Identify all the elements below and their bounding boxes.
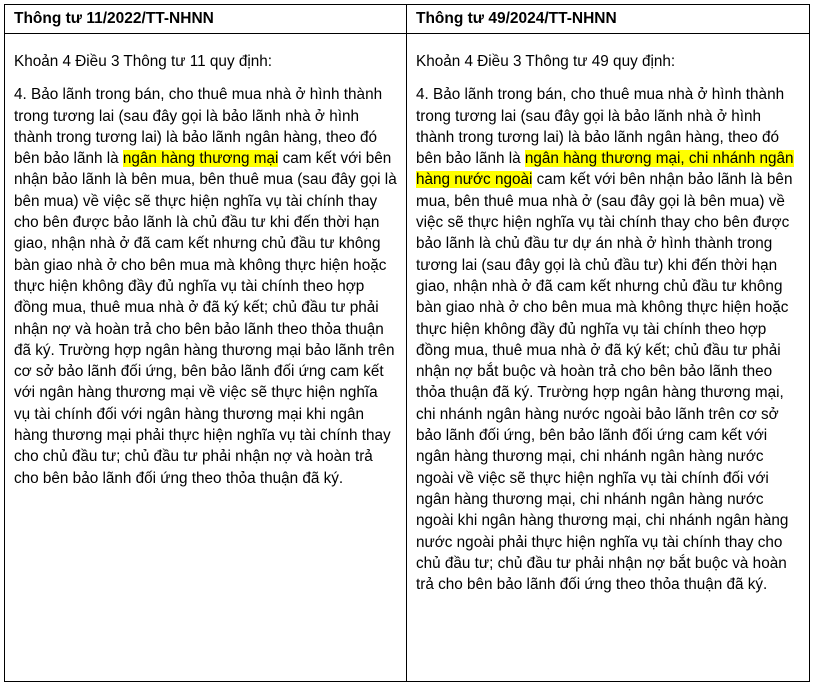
header-right: Thông tư 49/2024/TT-NHNN xyxy=(407,5,809,34)
right-clause-text-before: 4. Bảo lãnh trong bán, cho thuê mua nhà ở hình thành trong tương lai (sau đây gọi là bảo lãnh nhà ở hình thành trong tương lai) là bảo lãnh ngân hàng, theo đó bên bảo lãnh là xyxy=(416,86,785,168)
right-intro: Khoản 4 Điều 3 Thông tư 49 quy định: xyxy=(416,53,676,70)
left-highlight: ngân hàng thương mại xyxy=(122,150,279,168)
right-highlight: ngân hàng thương mại, chi nhánh ngân hàng nước ngoài xyxy=(416,150,794,189)
left-clause-text-after: cam kết với bên nhận bảo lãnh là bên mua, bên thuê mua (sau đây gọi là bên mua) về việc sẽ thực hiện nghĩa vụ tài chính thay cho bên được bảo lãnh là chủ đầu tư khi đến thời hạn giao, nhận nhà ở đã cam kết nhưng chủ đầu tư không bàn giao nhà ở cho bên mua mà không thực hiện hoặc thực hiện không đầy đủ nghĩa vụ tài chính theo hợp đồng mua, thuê mua nhà ở đã ký kết; chủ đầu tư phải nhận nợ và hoàn trả cho bên bảo lãnh theo thỏa thuận đã ký. Trường hợp ngân hàng thương mại bảo lãnh trên cơ sở bảo lãnh đối ứng, bên bảo lãnh đối ứng cam kết với ngân hàng thương mại về việc sẽ thực hiện nghĩa vụ tài chính đối với ngân hàng thương mại khi ngân hàng thương mại phải thực hiện nghĩa vụ tài chính thay cho chủ đầu tư; chủ đầu tư phải nhận nợ và hoàn trả cho bên bảo lãnh đối ứng theo thỏa thuận đã ký. xyxy=(14,150,397,487)
right-clause xyxy=(416,84,801,595)
comparison-table xyxy=(4,4,810,682)
right-body-cell xyxy=(407,34,809,681)
left-clause xyxy=(14,84,398,489)
left-clause-text-before: 4. Bảo lãnh trong bán, cho thuê mua nhà ở hình thành trong tương lai (sau đây gọi là bảo lãnh nhà ở hình thành trong tương lai) là bảo lãnh ngân hàng, theo đó bên bảo lãnh là xyxy=(14,86,383,168)
left-intro: Khoản 4 Điều 3 Thông tư 11 quy định: xyxy=(14,53,273,70)
header-left: Thông tư 11/2022/TT-NHNN xyxy=(5,5,407,34)
left-body-cell xyxy=(5,34,407,681)
right-clause-text-after: cam kết với bên nhận bảo lãnh là bên mua, bên thuê mua nhà ở (sau đây gọi là bên mua) về việc sẽ thực hiện nghĩa vụ tài chính thay cho bên được bảo lãnh là chủ đầu tư dự án nhà ở hình thành trong tương lai (sau đây gọi là chủ đầu tư) khi đến thời hạn giao, nhận nhà ở đã cam kết nhưng chủ đầu tư không bàn giao nhà ở cho bên mua mà không thực hiện hoặc thực hiện không đầy đủ nghĩa vụ tài chính theo hợp đồng mua, thuê mua nhà ở đã ký kết; chủ đầu tư phải nhận nợ bắt buộc và hoàn trả cho bên bảo lãnh theo thỏa thuận đã ký. Trường hợp ngân hàng thương mại, chi nhánh ngân hàng nước ngoài bảo lãnh trên cơ sở bảo lãnh đối ứng, bên bảo lãnh đối ứng cam kết với ngân hàng thương mại, chi nhánh ngân hàng nước ngoài về việc sẽ thực hiện nghĩa vụ tài chính đối với ngân hàng thương mại, chi nhánh ngân hàng nước ngoài khi ngân hàng thương mại, chi nhánh ngân hàng nước ngoài phải thực hiện nghĩa vụ tài chính thay cho chủ đầu tư; chủ đầu tư phải nhận nợ bắt buộc và hoàn trả cho bên bảo lãnh đối ứng theo thỏa thuận đã ký. xyxy=(416,171,793,594)
